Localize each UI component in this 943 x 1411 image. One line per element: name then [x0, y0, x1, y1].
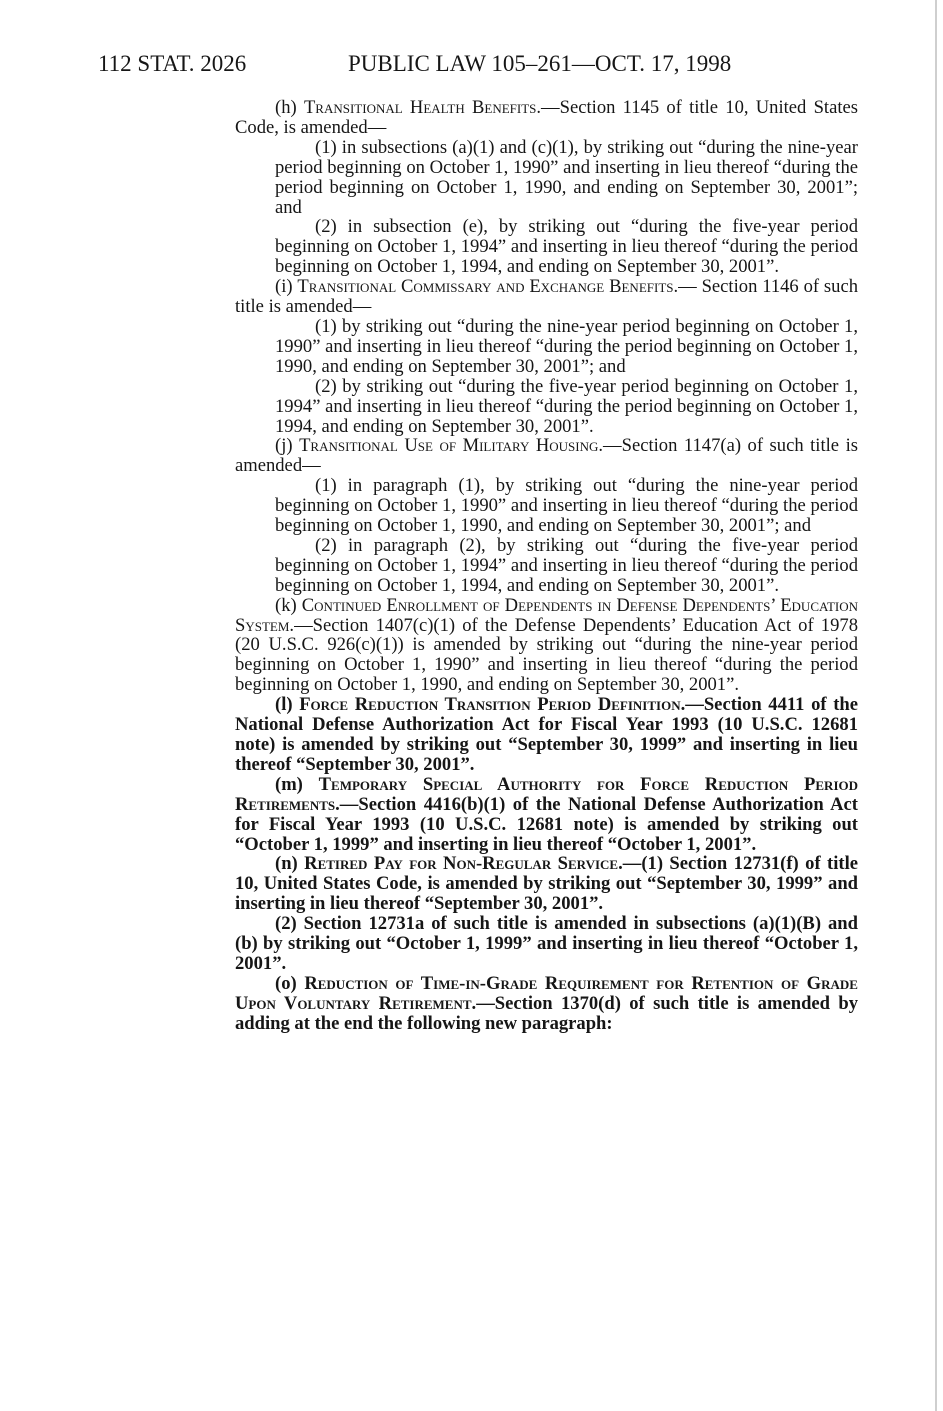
section-text: —Section 1370(d) of such title is amended by adding at the end the following new paragraph:	[235, 992, 858, 1034]
section-heading: Reduction of Time-in-Grade Requirement for Retention of Grade Upon Voluntary Retirement.	[235, 972, 858, 1014]
paragraph-item: (2) in subsection (e), by striking out “during the five-year period beginning on October 1, 1994” and inserting in lieu thereof “during the period beginning on October 1, 1994, and ending on September 30, 2001”.	[275, 216, 858, 278]
section-heading: Transitional Use of Military Housing.	[299, 435, 604, 457]
section-h	[235, 98, 858, 138]
paragraph-item: (1) in subsections (a)(1) and (c)(1), by striking out “during the nine-year period beginning on October 1, 1990” and inserting in lieu thereof “during the period beginning on October 1, 1990, and ending on September 30, 2001”; and	[275, 136, 858, 218]
section-text: —Section 4411 of the National Defense Authorization Act for Fiscal Year 1993 (10 U.S.C. 12681 note) is amended by striking out “September 30, 1999” and inserting in lieu thereof “September 30, 2001”.	[235, 694, 858, 775]
section-label: (h)	[275, 97, 297, 118]
section-heading: Retired Pay for Non-Regular Service.	[304, 853, 623, 875]
section-label: (o)	[275, 972, 297, 994]
section-text: — Section 1146 of such title is amended—	[235, 276, 858, 318]
section-i	[235, 277, 858, 317]
document-body	[235, 98, 858, 1034]
section-text: —Section 1147(a) of such title is amended—	[235, 435, 858, 477]
section-label: (m)	[275, 773, 303, 795]
section-j	[235, 436, 858, 476]
section-heading: Continued Enrollment of Dependents in Defense Dependents’ Education System.	[235, 594, 858, 636]
page-header	[98, 47, 858, 81]
section-heading: Transitional Health Benefits.	[303, 97, 542, 118]
section-l	[235, 695, 858, 775]
section-label: (k)	[275, 594, 297, 616]
paragraph-item: (2) by striking out “during the five-year period beginning on October 1, 1994” and inserting in lieu thereof “during the period beginning on October 1, 1994, and ending on September 30, 2001”.	[275, 375, 858, 437]
section-o	[235, 974, 858, 1034]
section-heading: Transitional Commissary and Exchange Benefits.	[297, 276, 679, 298]
section-text: —(1) Section 12731(f) of title 10, United States Code, is amended by striking out “September 30, 1999” and inserting in lieu thereof “September 30, 2001”.	[235, 853, 859, 915]
section-label: (n)	[275, 853, 298, 875]
page-edge	[935, 0, 937, 1411]
section-n	[235, 854, 858, 914]
section-label: (i)	[275, 276, 293, 298]
section-text: —Section 1145 of title 10, United States Code, is amended—	[235, 97, 859, 138]
paragraph-item: (1) in paragraph (1), by striking out “during the nine-year period beginning on October 1, 1990” and inserting in lieu thereof “during the period beginning on October 1, 1990, and ending on September 30, 2001”; and	[275, 475, 858, 537]
section-label: (j)	[275, 435, 293, 457]
section-text: —Section 4416(b)(1) of the National Defense Authorization Act for Fiscal Year 1993 (10 U.S.C. 12681 note) is amended by striking out “October 1, 1999” and inserting in lieu thereof “October 1, 2001”.	[235, 793, 858, 855]
section-n-paragraph-2: (2) Section 12731a of such title is amended in subsections (a)(1)(B) and (b) by striking out “October 1, 1999” and inserting in lieu thereof “October 1, 2001”.	[235, 913, 858, 974]
public-law-title: PUBLIC LAW 105–261—OCT. 17, 1998	[348, 51, 732, 76]
paragraph-item: (1) by striking out “during the nine-year period beginning on October 1, 1990” and inserting in lieu thereof “during the period beginning on October 1, 1990, and ending on September 30, 2001”; and	[275, 315, 858, 377]
section-label: (l)	[275, 694, 293, 716]
section-heading: Temporary Special Authority for Force Reduction Period Retirements.	[235, 773, 859, 815]
section-k	[235, 596, 858, 696]
section-m	[235, 775, 858, 855]
section-text: —Section 1407(c)(1) of the Defense Dependents’ Education Act of 1978 (20 U.S.C. 926(c)(1)) is amended by striking out “during the nine-year period beginning on October 1, 1990” and inserting in lieu thereof “during the period beginning on October 1, 1990, and ending on September 30, 2001”.	[235, 614, 858, 696]
paragraph-item: (2) in paragraph (2), by striking out “during the five-year period beginning on October 1, 1994” and inserting in lieu thereof “during the period beginning on October 1, 1994, and ending on September 30, 2001”.	[275, 534, 858, 596]
statute-page-number: 112 STAT. 2026	[98, 51, 247, 76]
section-heading: Force Reduction Transition Period Definition.	[299, 694, 686, 716]
